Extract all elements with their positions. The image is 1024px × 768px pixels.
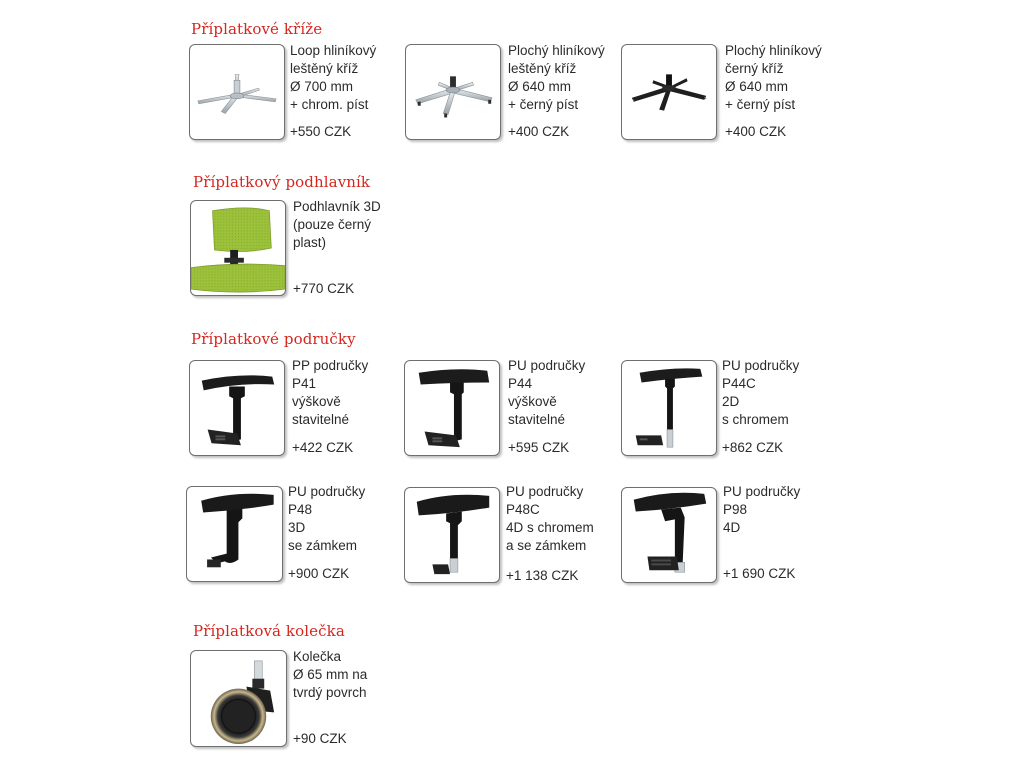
section-title-armrests: Příplatkové područky [191,330,356,348]
base-flat-polished-description [508,42,605,114]
description-line: a se zámkem [506,538,587,553]
description-line: výškově [508,394,557,409]
base-loop-polished-thumbnail[interactable] [189,44,285,140]
armrest-p44c-description [722,357,799,429]
armrest-p41-icon [190,361,284,455]
description-line: 3D [288,520,306,535]
armrest-p48-thumbnail[interactable] [186,486,283,582]
armrest-p98-thumbnail[interactable] [621,487,717,583]
armrest-p41-thumbnail[interactable] [189,360,285,456]
description-line: P48 [288,502,313,517]
description-line: s chromem [722,412,789,427]
armrest-p41-description [292,357,368,429]
headrest-3d-price: +770 CZK [293,281,355,296]
armrest-p48c-description [506,483,594,555]
armrest-p44-price: +595 CZK [508,440,570,455]
armrest-p48-price: +900 CZK [288,566,350,581]
headrest-3d-thumbnail[interactable] [190,200,286,296]
description-line: Kolečka [293,649,342,664]
section-title-bases: Příplatkové kříže [191,20,323,38]
description-line: + černý píst [725,97,796,112]
base-flat-polished-thumbnail[interactable] [405,44,501,140]
armrest-p48c-icon [405,488,499,582]
description-line: leštěný kříž [508,61,577,76]
base-flat-black-thumbnail[interactable] [621,44,717,140]
description-line: výškově [292,394,341,409]
base-loop-polished-price: +550 CZK [290,124,352,139]
base-loop-polished-description [290,42,376,114]
base-flat-polished-price: +400 CZK [508,124,570,139]
description-line: leštěný kříž [290,61,359,76]
black-aluminium-flat-base-icon [622,45,716,139]
polished-aluminium-loop-base-icon [190,45,284,139]
description-line: se zámkem [288,538,358,553]
armrest-p41-price: +422 CZK [292,440,354,455]
headrest-3d-icon [191,201,285,295]
description-line: P98 [723,502,748,517]
armrest-p98-price: +1 690 CZK [723,566,796,581]
description-line: P48C [506,502,540,517]
armrest-p98-description [723,483,800,537]
description-line: Loop hliníkový [290,43,377,58]
description-line: tvrdý povrch [293,685,367,700]
description-line: + chrom. píst [290,97,369,112]
description-line: stavitelné [508,412,566,427]
description-line: Ø 640 mm [508,79,572,94]
description-line: PU područky [288,484,366,499]
armrest-p44-icon [405,361,499,455]
description-line: 4D [723,520,741,535]
base-flat-black-price: +400 CZK [725,124,787,139]
description-line: Podhlavník 3D [293,199,381,214]
description-line: PU područky [508,358,586,373]
base-flat-black-description [725,42,822,114]
headrest-3d-description [293,198,381,252]
description-line: Ø 640 mm [725,79,789,94]
armrest-p48-icon [187,487,282,581]
description-line: stavitelné [292,412,350,427]
armrest-p48c-price: +1 138 CZK [506,568,579,583]
caster-description [293,648,367,702]
description-line: P41 [292,376,317,391]
description-line: PU područky [722,358,800,373]
description-line: PU područky [506,484,584,499]
polished-aluminium-flat-base-icon [406,45,500,139]
description-line: černý kříž [725,61,784,76]
caster-thumbnail[interactable] [190,650,287,747]
description-line: plast) [293,235,327,250]
armrest-p48c-thumbnail[interactable] [404,487,500,583]
description-line: 4D s chromem [506,520,594,535]
section-title-headrest: Příplatkový podhlavník [193,173,371,191]
description-line: Ø 700 mm [290,79,354,94]
description-line: 2D [722,394,740,409]
description-line: P44C [722,376,756,391]
armrest-p44c-price: +862 CZK [722,440,784,455]
caster-price: +90 CZK [293,731,347,746]
description-line: PP područky [292,358,369,373]
description-line: (pouze černý [293,217,372,232]
armrest-p44-thumbnail[interactable] [404,360,500,456]
armrest-p98-icon [622,488,716,582]
armrest-p44c-icon [622,361,716,455]
description-line: Plochý hliníkový [508,43,605,58]
section-title-casters: Příplatková kolečka [193,622,345,640]
armrest-p48-description [288,483,365,555]
description-line: + černý píst [508,97,579,112]
caster-wheel-icon [191,651,286,746]
description-line: Ø 65 mm na [293,667,368,682]
description-line: PU područky [723,484,801,499]
description-line: P44 [508,376,533,391]
armrest-p44c-thumbnail[interactable] [621,360,717,456]
armrest-p44-description [508,357,585,429]
description-line: Plochý hliníkový [725,43,822,58]
